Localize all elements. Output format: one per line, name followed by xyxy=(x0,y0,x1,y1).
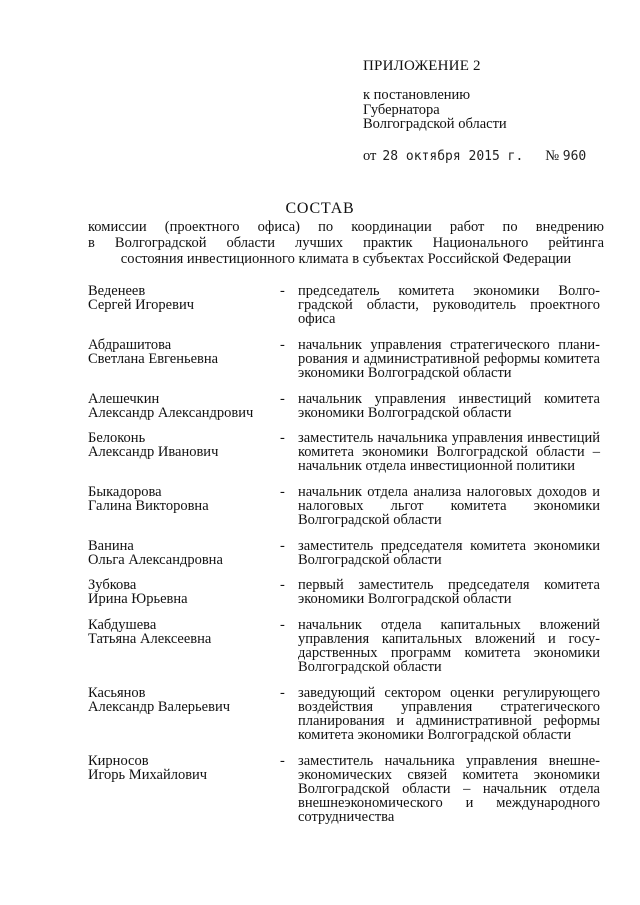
member-dash: - xyxy=(280,577,285,593)
appendix-line: к постановлению xyxy=(363,87,471,103)
document-title: СОСТАВ xyxy=(285,200,355,217)
member-name xyxy=(88,578,280,606)
member-surname: Кабдушева xyxy=(88,617,157,633)
member-dash: - xyxy=(280,484,285,500)
member-role: председатель комитета экономики Волгоградской области, руководитель проектного офиса xyxy=(298,283,600,327)
member-name xyxy=(88,284,280,312)
member-name xyxy=(88,686,280,714)
member-name xyxy=(88,485,280,513)
member-name xyxy=(88,392,280,420)
member-role: начальник отдела капитальных вложений управления капитальных вложений и государственных программ комитета экономики Волгоградской области xyxy=(298,617,600,675)
member-given-names: Сергей Игоревич xyxy=(88,297,195,313)
member-role: первый заместитель председателя комитета экономики Волгоградской области xyxy=(298,577,600,607)
member-surname: Зубкова xyxy=(88,577,137,593)
member-name xyxy=(88,539,280,567)
member-dash: - xyxy=(280,685,285,701)
member-surname: Алешечкин xyxy=(88,391,160,407)
subtitle-line: в Волгоградской области лучших практик Национального рейтинга xyxy=(88,235,604,251)
member-surname: Кирносов xyxy=(88,753,149,769)
member-given-names: Татьяна Алексеевна xyxy=(88,631,212,647)
member-surname: Белоконь xyxy=(88,430,146,446)
member-surname: Веденеев xyxy=(88,283,146,299)
appendix-title: ПРИЛОЖЕНИЕ 2 xyxy=(363,58,481,74)
member-role: начальник управления инвестиций комитета экономики Волгоградской области xyxy=(298,391,600,421)
member-dash: - xyxy=(280,283,285,299)
subtitle-line: комиссии (проектного офиса) по координации работ по внедрению xyxy=(88,219,604,235)
member-surname: Касьянов xyxy=(88,685,146,701)
member-name xyxy=(88,618,280,646)
member-list xyxy=(88,284,608,824)
decree-date-line xyxy=(363,148,603,165)
member-dash: - xyxy=(280,617,285,633)
member-row xyxy=(88,338,608,380)
member-dash: - xyxy=(280,753,285,769)
member-row xyxy=(88,618,608,674)
member-row xyxy=(88,431,608,473)
member-row xyxy=(88,578,608,606)
member-given-names: Галина Викторовна xyxy=(88,498,209,514)
member-row xyxy=(88,539,608,567)
member-given-names: Ольга Александровна xyxy=(88,552,223,568)
member-name xyxy=(88,754,280,782)
member-role: заведующий сектором оценки регулирующего воздействия управления стратегического планирования и административной реформы комитета экономики Волгоградской области xyxy=(298,685,600,743)
member-given-names: Александр Александрович xyxy=(88,405,254,421)
member-row xyxy=(88,754,608,824)
member-given-names: Ирина Юрьевна xyxy=(88,591,188,607)
member-surname: Быкадорова xyxy=(88,484,162,500)
member-row xyxy=(88,686,608,742)
member-dash: - xyxy=(280,538,285,554)
member-row xyxy=(88,284,608,326)
member-given-names: Александр Валерьевич xyxy=(88,699,230,715)
member-role: заместитель председателя комитета экономики Волгоградской области xyxy=(298,538,600,568)
decree-date: 28 октября 2015 г. xyxy=(382,148,524,164)
member-given-names: Игорь Михайлович xyxy=(88,767,208,783)
appendix-line: Волгоградской области xyxy=(363,116,507,132)
member-dash: - xyxy=(280,337,285,353)
member-row xyxy=(88,485,608,527)
member-role: начальник отдела анализа налоговых доходов и налоговых льгот комитета экономики Волгоградской области xyxy=(298,484,600,528)
appendix-block xyxy=(363,58,603,165)
member-row xyxy=(88,392,608,420)
appendix-reference xyxy=(363,88,603,132)
member-dash: - xyxy=(280,430,285,446)
document-subtitle xyxy=(88,219,604,267)
member-name xyxy=(88,338,280,366)
member-role: начальник управления стратегического планирования и административной реформы комитета экономики Волгоградской области xyxy=(298,337,600,381)
member-given-names: Светлана Евгеньевна xyxy=(88,351,219,367)
decree-number: 960 xyxy=(562,148,587,164)
member-role: заместитель начальника управления внешнеэкономических связей комитета экономики Волгоградской области – начальник отдела внешнеэкономического и международного сотрудничества xyxy=(298,753,600,825)
member-dash: - xyxy=(280,391,285,407)
number-label: № xyxy=(545,147,560,164)
appendix-line: Губернатора xyxy=(363,101,440,118)
subtitle-line: состояния инвестиционного климата в субъектах Российской Федерации xyxy=(120,251,572,267)
member-role: заместитель начальника управления инвестиций комитета экономики Волгоградской области – начальник отдела инвестиционной политики xyxy=(298,430,600,474)
member-surname: Абдрашитова xyxy=(88,337,172,353)
member-given-names: Александр Иванович xyxy=(88,444,219,460)
member-surname: Ванина xyxy=(88,538,134,554)
date-prefix: от xyxy=(363,147,377,164)
member-name xyxy=(88,431,280,459)
